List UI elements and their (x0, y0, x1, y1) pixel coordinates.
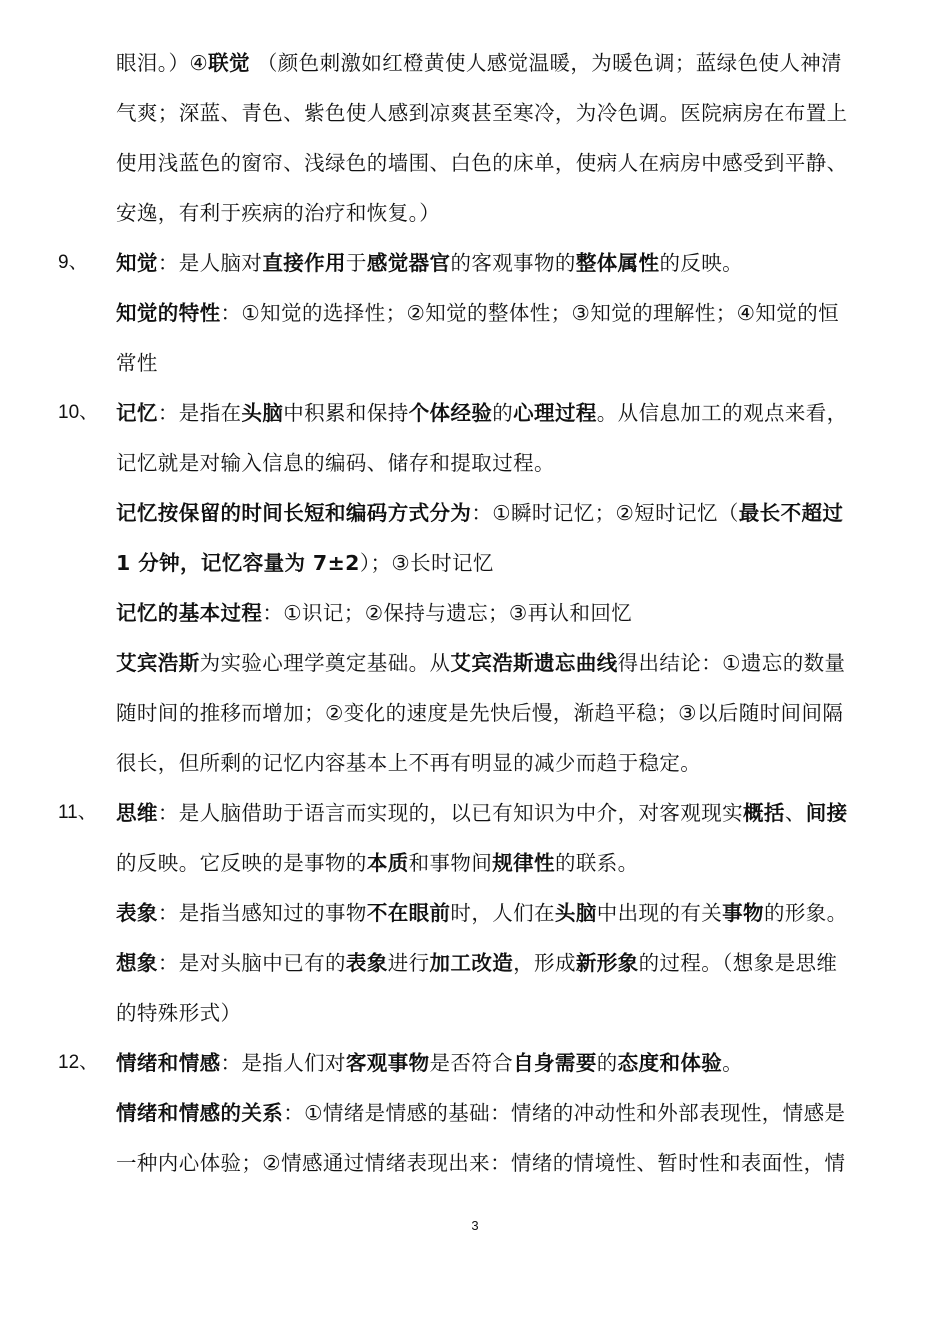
text-segment: 气爽；深蓝、青色、紫色使人感到凉爽甚至寒冷，为冷色调。医院病房在布置上 (116, 101, 848, 125)
text-segment: 中出现的有关 (596, 901, 723, 925)
text-line (116, 148, 848, 178)
text-segment: 的反映。 (659, 251, 744, 275)
bold-term: 事物 (722, 901, 764, 925)
text-line (116, 98, 848, 128)
text-line (116, 348, 158, 378)
text-segment: ：①知觉的选择性；②知觉的整体性；③知觉的理解性；④知觉的恒 (220, 301, 840, 325)
bold-term: 表象 (345, 951, 388, 975)
bold-term: 记忆 (116, 401, 158, 425)
text-line (116, 498, 843, 528)
bold-term: 情绪和情感 (116, 1051, 221, 1075)
text-segment: ：是人脑对 (157, 251, 263, 275)
text-segment: ：是指人们对 (220, 1051, 346, 1075)
text-segment: 的 (492, 401, 514, 425)
bold-term: 客观事物 (345, 1051, 430, 1075)
text-line (116, 1148, 845, 1178)
text-segment: 安逸，有利于疾病的治疗和恢复。） (116, 201, 441, 225)
text-segment: 为实验心理学奠定基础。从 (199, 651, 451, 675)
bold-term: 自身需要 (513, 1051, 597, 1075)
text-line (116, 48, 842, 78)
text-segment: 和事物间 (408, 851, 493, 875)
bold-term: 个体经验 (408, 401, 493, 425)
bold-term: 最长不超过 (738, 501, 844, 525)
text-segment: ：是指当感知过的事物 (157, 901, 367, 925)
bold-term: 记忆的基本过程 (116, 601, 263, 625)
text-segment: 中积累和保持 (283, 401, 409, 425)
text-segment: 的形象。 (763, 901, 848, 925)
text-line (116, 948, 837, 978)
text-segment: 进行 (387, 951, 430, 975)
bold-term: 规律性 (492, 851, 555, 875)
item-number: 9、 (58, 252, 88, 273)
bold-term: 联觉 (208, 51, 250, 75)
text-segment: 、 (784, 801, 806, 825)
text-line (116, 548, 494, 578)
text-segment: ：是人脑借助于语言而实现的，以已有知识为中介，对客观现实 (157, 801, 744, 825)
text-line (116, 198, 440, 228)
thinking-definition (116, 798, 848, 828)
memory-definition (116, 398, 848, 428)
text-segment: 随时间的推移而增加；②变化的速度是先快后慢，渐趋平稳；③以后随时间间隔 (116, 701, 844, 725)
text-segment: 的反映。它反映的是事物的 (116, 851, 367, 875)
bold-term: 加工改造 (429, 951, 514, 975)
text-line (116, 898, 848, 928)
bold-term: 记忆按保留的时间长短和编码方式分为 (116, 501, 472, 525)
bold-term: 艾宾浩斯 (116, 651, 200, 675)
text-segment: 很长，但所剩的记忆内容基本上不再有明显的减少而趋于稳定。 (116, 751, 702, 775)
bold-term: 不在眼前 (366, 901, 451, 925)
text-line (116, 298, 839, 328)
bold-term: 直接作用 (262, 251, 346, 275)
text-segment: 是否符合 (429, 1051, 514, 1075)
text-segment: ，形成 (513, 951, 576, 975)
perception-definition (116, 248, 743, 278)
bold-term: 知觉的特性 (116, 301, 221, 325)
text-segment: ）；③长时记忆 (359, 551, 494, 575)
bold-term: 1 分钟，记忆容量为 7±2 (116, 551, 360, 575)
text-segment: ：①瞬时记忆；②短时记忆（ (471, 501, 739, 525)
text-segment: 于 (345, 251, 367, 275)
bold-term: 头脑 (241, 401, 284, 425)
text-segment: 的特殊形式） (116, 1001, 242, 1025)
text-segment: 常性 (116, 351, 158, 375)
text-segment: 的联系。 (554, 851, 639, 875)
text-segment: ：①识记；②保持与遗忘；③再认和回忆 (262, 601, 633, 625)
item-number: 12、 (58, 1052, 99, 1073)
text-segment: 眼泪。）④ (116, 51, 209, 75)
item-number: 11、 (58, 802, 97, 823)
text-segment: 。从信息加工的观点来看， (596, 401, 848, 425)
text-line (116, 648, 845, 678)
text-line (116, 748, 701, 778)
bold-term: 知觉 (116, 251, 158, 275)
text-segment: （颜色刺激如红橙黄使人感觉温暖，为暖色调；蓝绿色使人神清 (249, 51, 843, 75)
bold-term: 头脑 (554, 901, 597, 925)
text-segment: ：①情绪是情感的基础：情绪的冲动性和外部表现性，情感是 (283, 1101, 846, 1125)
bold-term: 艾宾浩斯遗忘曲线 (450, 651, 618, 675)
text-segment: 得出结论：①遗忘的数量 (617, 651, 846, 675)
emotion-definition (116, 1048, 743, 1078)
text-segment: 的客观事物的 (450, 251, 576, 275)
item-number: 10、 (58, 402, 99, 423)
text-segment: 一种内心体验；②情感通过情绪表现出来：情绪的情境性、暂时性和表面性，情 (116, 1151, 846, 1175)
bold-term: 整体属性 (575, 251, 660, 275)
page-number: 3 (471, 1218, 479, 1233)
bold-term: 情绪和情感的关系 (116, 1101, 284, 1125)
text-line (116, 998, 241, 1028)
text-line (116, 848, 639, 878)
text-segment: 时，人们在 (450, 901, 555, 925)
text-segment: ：是指在 (157, 401, 242, 425)
bold-term: 态度和体验 (617, 1051, 723, 1075)
text-segment: 的 (596, 1051, 618, 1075)
bold-term: 本质 (366, 851, 409, 875)
bold-term: 思维 (116, 801, 158, 825)
bold-term: 新形象 (575, 951, 639, 975)
bold-term: 概括 (743, 801, 785, 825)
text-segment: 。 (722, 1051, 744, 1075)
text-segment: 记忆就是对输入信息的编码、储存和提取过程。 (116, 451, 555, 475)
bold-term: 想象 (116, 951, 158, 975)
text-segment: 使用浅蓝色的窗帘、浅绿色的墙围、白色的床单，使病人在病房中感受到平静、 (116, 151, 848, 175)
text-line (116, 598, 632, 628)
text-line (116, 698, 843, 728)
text-line (116, 1098, 845, 1128)
text-segment: ：是对头脑中已有的 (157, 951, 346, 975)
bold-term: 间接 (805, 801, 848, 825)
bold-term: 心理过程 (513, 401, 597, 425)
text-segment: 的过程。（想象是思维 (638, 951, 838, 975)
text-line (116, 448, 555, 478)
bold-term: 表象 (116, 901, 158, 925)
bold-term: 感觉器官 (366, 251, 451, 275)
